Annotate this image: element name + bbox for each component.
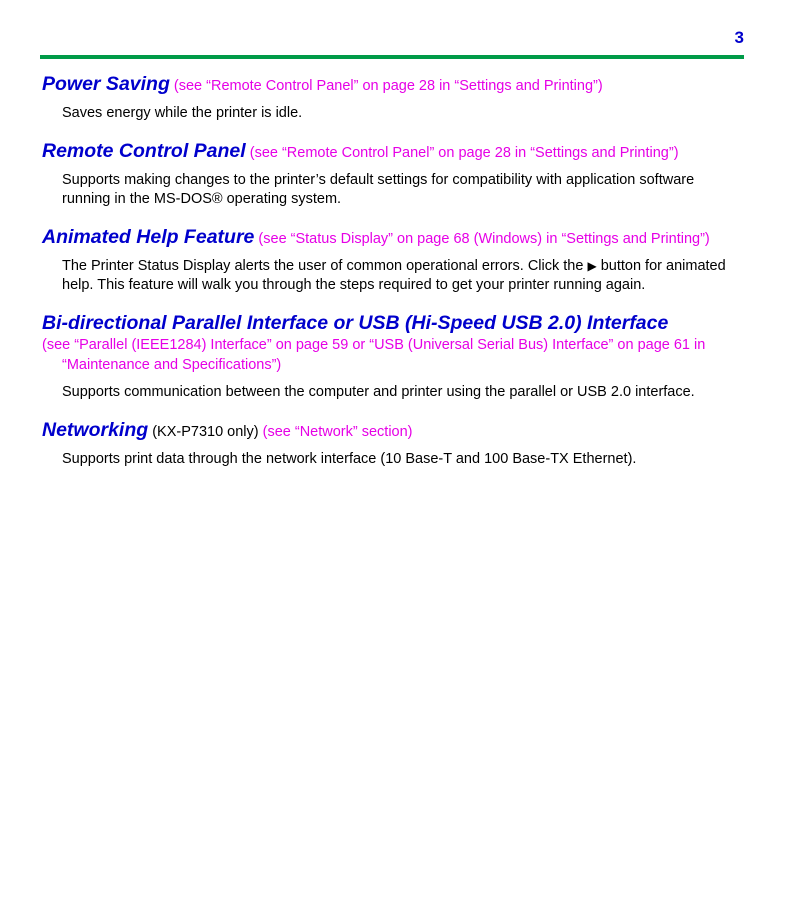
section-title: Power Saving: [42, 73, 170, 95]
header-rule: [40, 55, 744, 59]
section-animated-help: [42, 227, 742, 295]
page-number: 3: [734, 28, 744, 47]
body-text-before: The Printer Status Display alerts the user of common operational errors. Click the: [62, 258, 584, 274]
section-bidirectional-interface: [42, 313, 742, 402]
section-heading: [42, 141, 742, 163]
section-title: Animated Help Feature: [42, 226, 255, 248]
section-heading: [42, 313, 742, 375]
body-text-after: button for animated help. This feature will walk you through the steps required to get your printer running again.: [62, 258, 726, 293]
section-body: Supports making changes to the printer’s default settings for compatibility with application software running in the MS-DOS® operating system.: [62, 172, 695, 207]
section-networking: [42, 420, 742, 469]
section-remote-control-panel: [42, 141, 742, 209]
section-body: Saves energy while the printer is idle.: [62, 105, 303, 121]
section-body: Supports communication between the computer and printer using the parallel or USB 2.0 interface.: [62, 384, 695, 400]
cross-reference-link[interactable]: (see “Remote Control Panel” on page 28 in “Settings and Printing”): [173, 78, 603, 94]
model-note: (KX-P7310 only): [152, 424, 259, 440]
section-title: Bi-directional Parallel Interface or USB (Hi-Speed USB 2.0) Interface: [42, 312, 669, 334]
section-power-saving: [42, 74, 742, 123]
section-title: Networking: [42, 419, 149, 441]
cross-reference-link[interactable]: (see “Status Display” on page 68 (Windows) in “Settings and Printing”): [258, 231, 710, 247]
cross-reference-link[interactable]: (see “Parallel (IEEE1284) Interface” on page 59 or “USB (Universal Serial Bus) Interface” on page 61 in “Maintenance and Specifications”): [42, 337, 706, 373]
document-content: [42, 74, 742, 469]
section-body: [62, 257, 742, 295]
section-title: Remote Control Panel: [42, 140, 246, 162]
section-heading: [42, 74, 742, 96]
cross-reference-link[interactable]: (see “Network” section): [262, 424, 413, 440]
cross-reference-link[interactable]: (see “Remote Control Panel” on page 28 in “Settings and Printing”): [249, 145, 679, 161]
play-triangle-icon: ▶: [587, 259, 597, 273]
section-heading: [42, 227, 742, 249]
section-heading: [42, 420, 742, 442]
section-body: Supports print data through the network interface (10 Base-T and 100 Base-TX Ethernet).: [62, 451, 637, 467]
